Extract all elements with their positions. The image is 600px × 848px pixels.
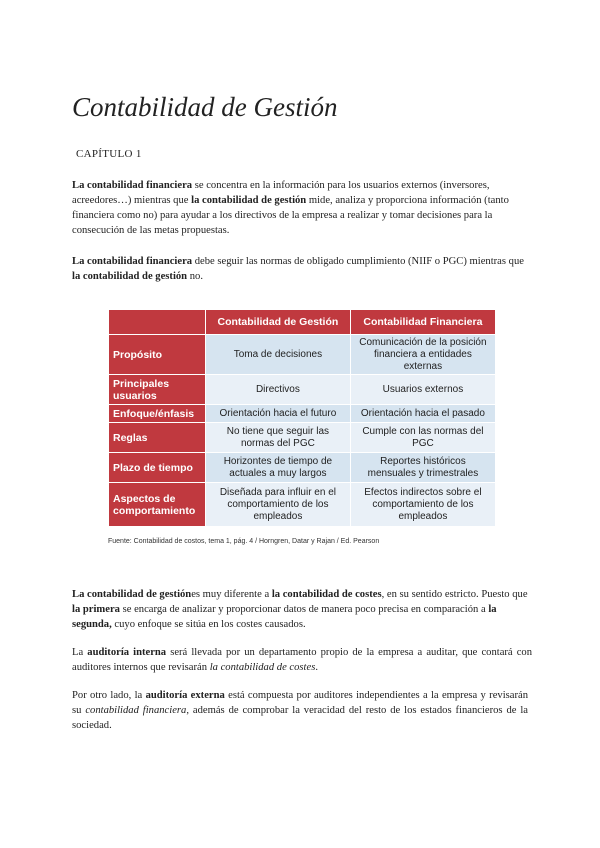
row-header: Principales usuarios [109, 375, 206, 405]
table-corner-cell [109, 310, 206, 335]
table-cell: Directivos [206, 375, 351, 405]
text: no. [187, 271, 203, 282]
text: se concentra en la información para los usuarios externos (inversores, acreedores…) mientras que [72, 180, 490, 206]
row-header: Propósito [109, 335, 206, 375]
text: , además de comprobar la veracidad del resto de los estados financieros de la sociedad. [72, 705, 528, 731]
bold-text: La contabilidad financiera [72, 180, 193, 191]
table-row [109, 423, 496, 453]
row-header: Enfoque/énfasis [109, 405, 206, 423]
row-header: Reglas [109, 423, 206, 453]
paragraph-1 [72, 178, 532, 238]
paragraph-2 [72, 254, 532, 284]
bold-text: la contabilidad de gestión [72, 271, 188, 282]
text: debe seguir las normas de obligado cumplimiento (NIIF o PGC) mientras que [192, 256, 524, 267]
comparison-table [108, 309, 496, 527]
table-row [109, 335, 496, 375]
bold-text: La contabilidad financiera [72, 256, 193, 267]
italic-text: contabilidad financiera [85, 705, 187, 716]
text: . [315, 662, 318, 673]
bold-text: La contabilidad de gestión [72, 589, 192, 600]
column-header-gestion: Contabilidad de Gestión [206, 310, 351, 335]
paragraph-5 [72, 688, 528, 733]
row-header: Plazo de tiempo [109, 453, 206, 483]
table-row [109, 375, 496, 405]
table-cell: Toma de decisiones [206, 335, 351, 375]
table-cell: Horizontes de tiempo de actuales a muy largos [206, 453, 351, 483]
table-cell: Comunicación de la posición financiera a entidades externas [350, 335, 495, 375]
text: , en su sentido estricto. Puesto que [381, 589, 528, 600]
text: La [72, 647, 88, 658]
italic-text: la contabilidad de costes [209, 662, 316, 673]
bold-text: auditoría externa [145, 690, 225, 701]
table-cell: No tiene que seguir las normas del PGC [206, 423, 351, 453]
bold-text: la segunda, [72, 604, 497, 630]
table-row [109, 483, 496, 527]
bold-text: la contabilidad de costes [271, 589, 382, 600]
table-caption: Fuente: Contabilidad de costos, tema 1, pág. 4 / Horngren, Datar y Rajan / Ed. Pearson [108, 538, 380, 545]
table-row [109, 405, 496, 423]
paragraph-3 [72, 587, 532, 632]
row-header: Aspectos de comportamiento [109, 483, 206, 527]
text: mide, analiza y proporciona información (tanto financiera como no) para ayudar a los directivos de la empresa a realizar y tomar decisiones para la consecución de las metas propuestas. [72, 195, 509, 236]
bold-text: la contabilidad de gestión [191, 195, 307, 206]
table-cell: Diseñada para influir en el comportamiento de los empleados [206, 483, 351, 527]
page-title: Contabilidad de Gestión [72, 92, 338, 122]
table-cell: Cumple con las normas del PGC [350, 423, 495, 453]
text: Por otro lado, la [72, 690, 146, 701]
text: es muy diferente a [191, 589, 272, 600]
bold-text: auditoría interna [87, 647, 167, 658]
table-cell: Reportes históricos mensuales y trimestrales [350, 453, 495, 483]
column-header-financiera: Contabilidad Financiera [350, 310, 495, 335]
text: será llevada por un departamento propio de la empresa a auditar, que contará con auditores internos que revisarán [72, 647, 533, 673]
chapter-heading: CAPÍTULO 1 [76, 148, 142, 160]
table-cell: Orientación hacia el futuro [206, 405, 351, 423]
table-cell: Orientación hacia el pasado [350, 405, 495, 423]
table-row [109, 453, 496, 483]
table-cell: Usuarios externos [350, 375, 495, 405]
text: cuyo enfoque se sitúa en los costes causados. [111, 619, 306, 630]
text: está compuesta por auditores independientes a la empresa y revisarán su [72, 690, 528, 716]
paragraph-4 [72, 645, 532, 675]
table-header-row [109, 310, 496, 335]
table-cell: Efectos indirectos sobre el comportamiento de los empleados [350, 483, 495, 527]
bold-text: la primera [72, 604, 120, 615]
text: se encarga de analizar y proporcionar datos de manera poco precisa en comparación a [119, 604, 489, 615]
